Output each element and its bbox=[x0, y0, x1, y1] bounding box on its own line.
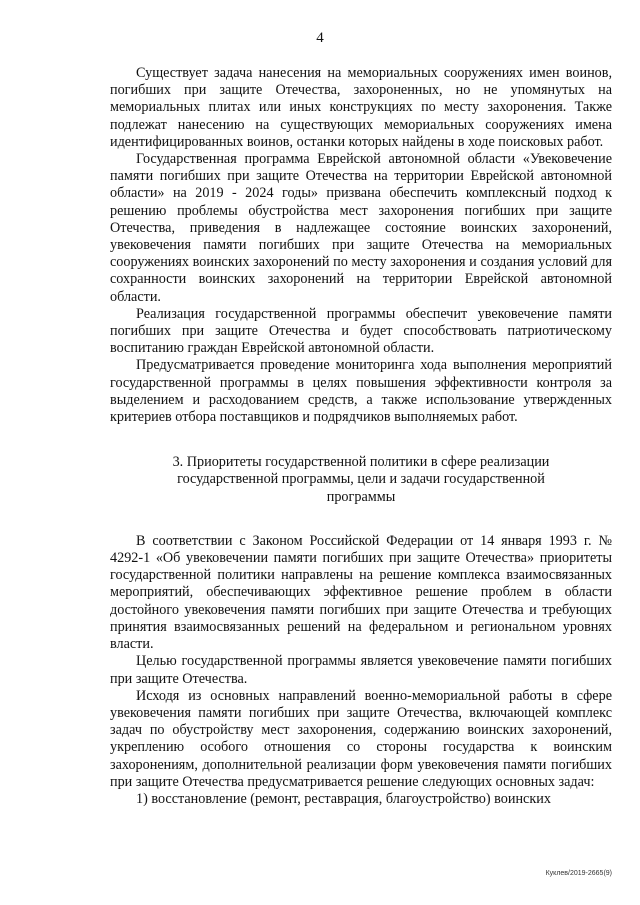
section-heading bbox=[130, 454, 592, 506]
section-heading-line: государственной программы, цели и задачи государственной bbox=[177, 471, 545, 488]
paragraph: Предусматривается проведение мониторинга хода выполнения мероприятий государственной программы в целях повышения эффективности контроля за выделением и расходованием средств, а также использование утвержденных критериев отбора поставщиков и подрядчиков выполняемых работ. bbox=[110, 357, 612, 426]
section-heading-line: 3. Приоритеты государственной политики в сфере реализации bbox=[172, 454, 550, 471]
paragraph: В соответствии с Законом Российской Федерации от 14 января 1993 г. № 4292-1 «Об увековечении памяти погибших при защите Отечества» приоритеты государственной политики направлены на решение комплекса взаимосвязанных мероприятий, обеспечивающих эффективное решение проблем в области достойного увековечения памяти погибших при защите Отечества и требующих принятия взаимосвязанных решений на федеральном и региональном уровнях власти. bbox=[110, 532, 612, 653]
paragraph: Существует задача нанесения на мемориальных сооружениях имен воинов, погибших при защите Отечества, захороненных, но не упомянутых на мемориальных плитах или иных конструкциях по месту захоронения. Также подлежат нанесению на существующих мемориальных сооружениях имена идентифицированных воинов, останки которых найдены в ходе поисковых работ. bbox=[110, 65, 612, 150]
paragraph: Целью государственной программы является увековечение памяти погибших при защите Отечества. bbox=[110, 653, 612, 687]
page-number: 4 bbox=[316, 30, 324, 46]
document-code: Куклев/2019-2665(9) bbox=[545, 870, 612, 877]
paragraph: Реализация государственной программы обеспечит увековечение памяти погибших при защите Отечества и будет способствовать патриотическому воспитанию граждан Еврейской автономной области. bbox=[110, 305, 612, 357]
paragraph: 1) восстановление (ремонт, реставрация, благоустройство) воинских bbox=[136, 790, 551, 807]
document-body bbox=[110, 65, 612, 808]
paragraph: Исходя из основных направлений военно-мемориальной работы в сфере увековечения памяти погибших при защите Отечества, включающей комплекс задач по обустройству мест захоронения, содержанию воинских захоронений, укреплению особого отношения со стороны государства к воинским захоронениям, дополнительной реализации форм увековечения памяти погибших при защите Отечества предусматривается решение следующих основных задач: bbox=[110, 687, 612, 790]
section-heading-line: программы bbox=[326, 488, 396, 505]
paragraph: Государственная программа Еврейской автономной области «Увековечение памяти погибших при защите Отечества на территории Еврейской автономной области» на 2019 - 2024 годы» призвана обеспечить комплексный подход к решению проблемы обустройства мест захоронения погибших при защите Отечества, приведения в надлежащее состояние воинских захоронений, увековечения памяти погибших при защите Отечества на мемориальных сооружениях воинских захоронений по месту захоронения и создания условий для сохранности воинских захоронений на территории Еврейской автономной области. bbox=[110, 151, 612, 305]
